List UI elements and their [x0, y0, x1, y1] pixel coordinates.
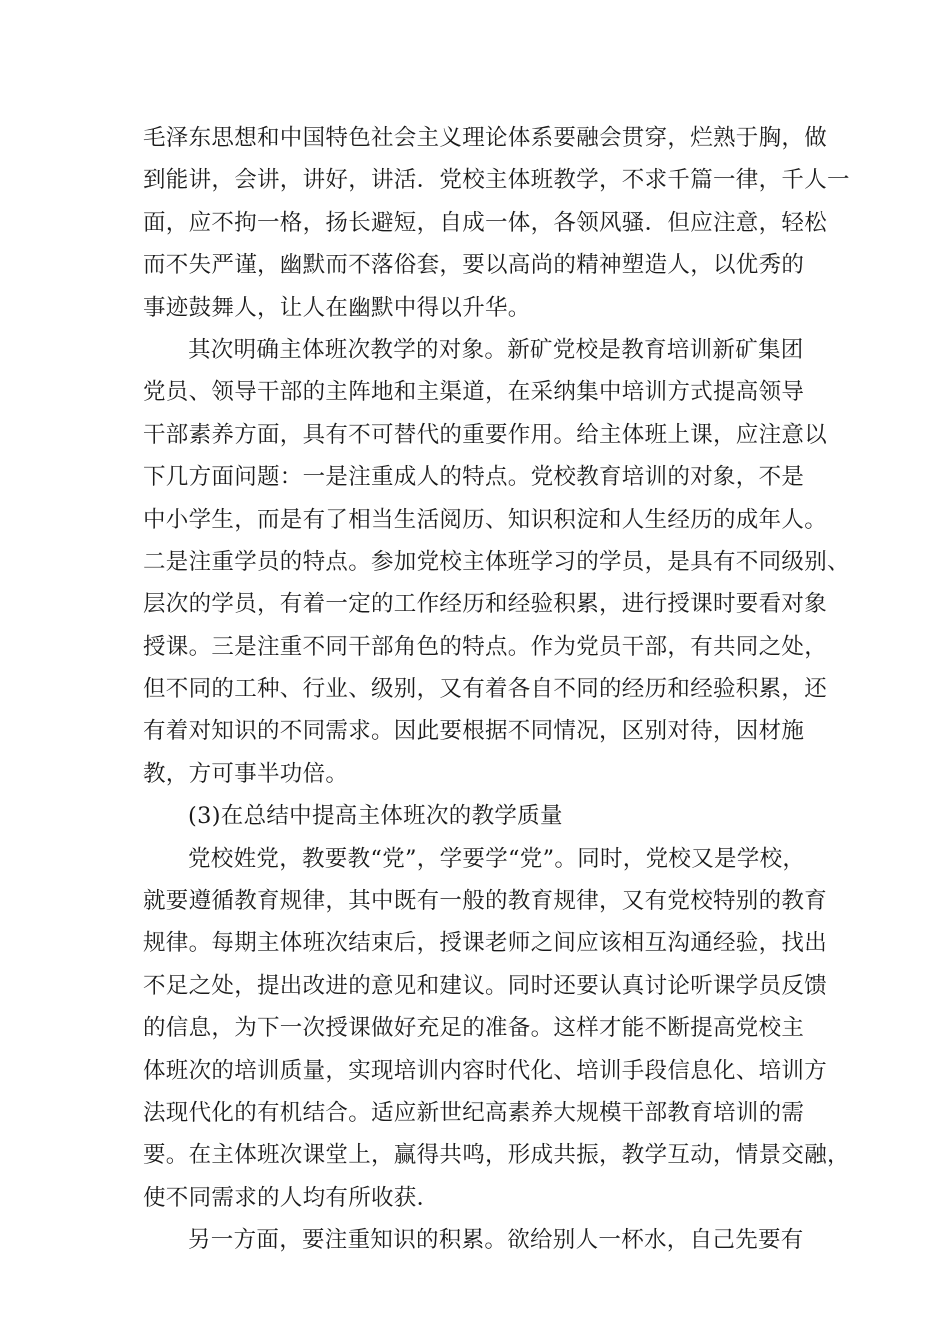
text-line: 法现代化的有机结合。适应新世纪高素养大规模干部教育培训的需 — [143, 1099, 805, 1126]
text-line: 而不失严谨，幽默而不落俗套，要以高尚的精神塑造人，以优秀的 — [143, 252, 805, 279]
text-line: 授课。三是注重不同干部角色的特点。作为党员干部，有共同之处， — [143, 633, 828, 660]
paragraph-start-line: 另一方面，要注重知识的积累。欲给别人一杯水，自己先要有 — [188, 1227, 804, 1254]
text-line: 下几方面问题：一是注重成人的特点。党校教育培训的对象，不是 — [143, 464, 805, 491]
text-line: 干部素养方面，具有不可替代的重要作用。给主体班上课，应注意以 — [143, 421, 828, 448]
text-line: 不足之处，提出改进的意见和建议。同时还要认真讨论听课学员反馈 — [143, 972, 828, 999]
text-line: 教，方可事半功倍。 — [143, 760, 349, 787]
text-line: 中小学生，而是有了相当生活阅历、知识积淀和人生经历的成年人。 — [143, 506, 828, 533]
text-line: 到能讲，会讲，讲好，讲活．党校主体班教学，不求千篇一律，千人一 — [143, 167, 850, 194]
text-line: 层次的学员，有着一定的工作经历和经验积累，进行授课时要看对象 — [143, 591, 828, 618]
text-line: 要。在主体班次课堂上，赢得共鸣，形成共振，教学互动，情景交融， — [143, 1142, 850, 1169]
section-heading: (3)在总结中提高主体班次的教学质量 — [188, 803, 563, 830]
text-line: 就要遵循教育规律，其中既有一般的教育规律，又有党校特别的教育 — [143, 888, 828, 915]
paragraph-start-line: 党校姓党，教要教“党”，学要学“党”。同时，党校又是学校， — [188, 845, 806, 872]
text-line: 的信息，为下一次授课做好充足的准备。这样才能不断提高党校主 — [143, 1015, 805, 1042]
body-text — [143, 117, 850, 1262]
text-line: 党员、领导干部的主阵地和主渠道，在采纳集中培训方式提高领导 — [143, 379, 805, 406]
text-line: 规律。每期主体班次结束后，授课老师之间应该相互沟通经验，找出 — [143, 930, 828, 957]
paragraph-start-line: 其次明确主体班次教学的对象。新矿党校是教育培训新矿集团 — [188, 336, 804, 363]
text-line: 二是注重学员的特点。参加党校主体班学习的学员，是具有不同级别、 — [143, 548, 850, 575]
text-line: 毛泽东思想和中国特色社会主义理论体系要融会贯穿，烂熟于胸，做 — [143, 125, 828, 151]
text-line: 面，应不拘一格，扬长避短，自成一体，各领风骚．但应注意，轻松 — [143, 209, 828, 236]
text-line: 有着对知识的不同需求。因此要根据不同情况，区别对待，因材施 — [143, 718, 805, 745]
text-line: 体班次的培训质量，实现培训内容时代化、培训手段信息化、培训方 — [143, 1057, 828, 1084]
text-line: 但不同的工种、行业、级别，又有着各自不同的经历和经验积累，还 — [143, 676, 828, 703]
text-line: 使不同需求的人均有所收获． — [143, 1184, 440, 1211]
text-line: 事迹鼓舞人，让人在幽默中得以升华。 — [143, 294, 531, 321]
